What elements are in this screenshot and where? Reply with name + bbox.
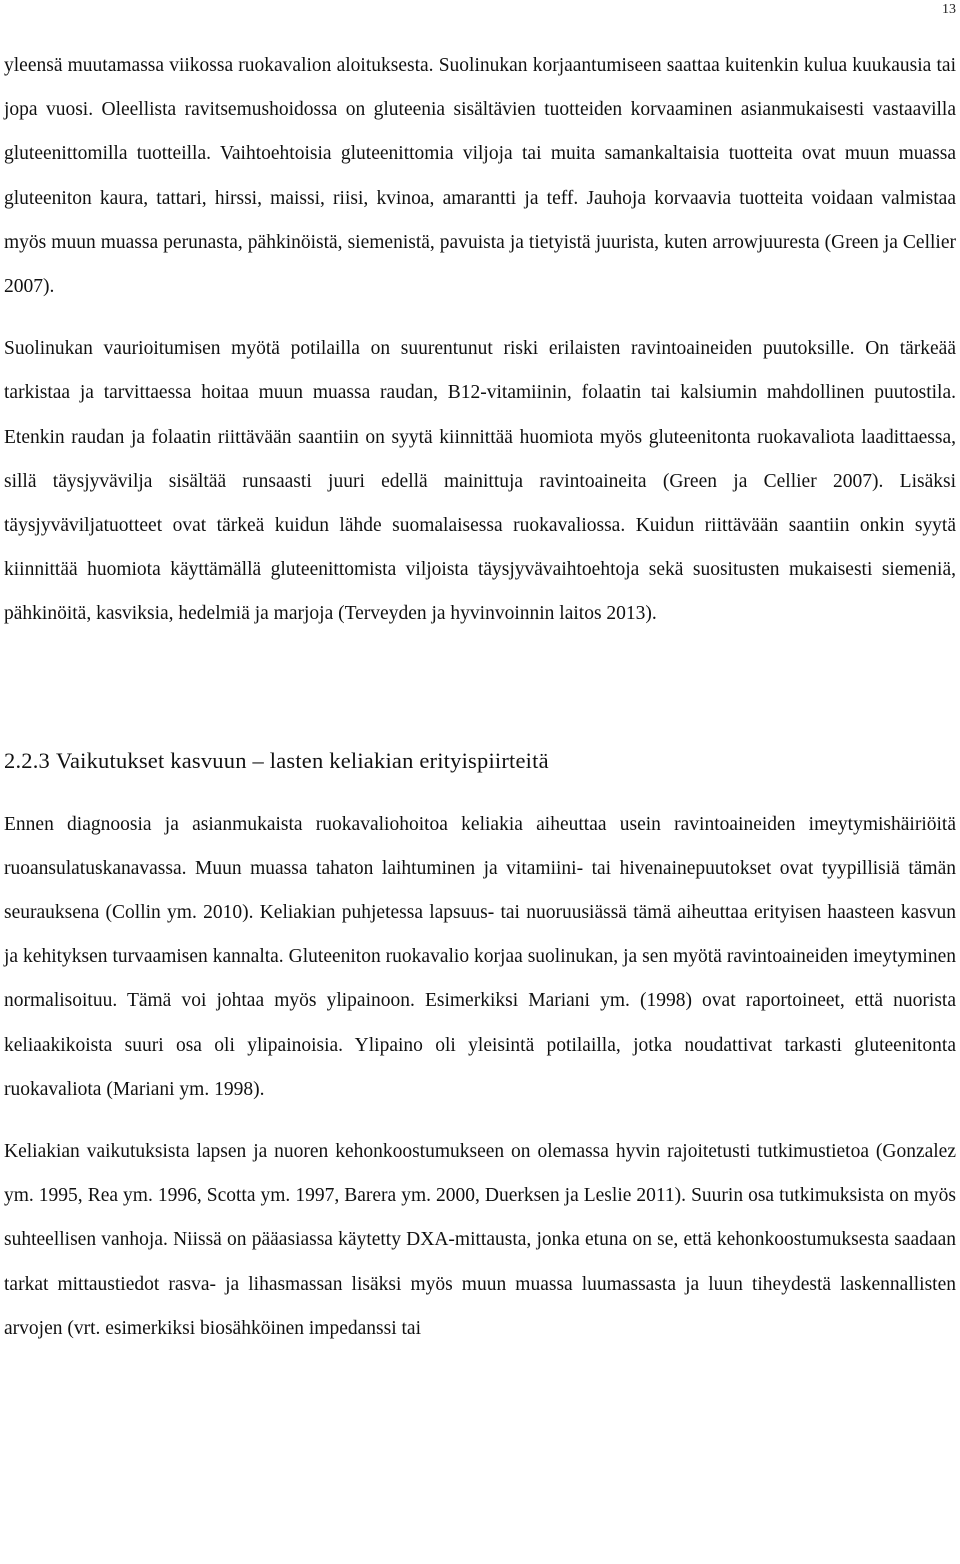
body-paragraph: Keliakian vaikutuksista lapsen ja nuoren kehonkoostumukseen on olemassa hyvin rajoitetusti tutkimustietoa (Gonzalez ym. 1995, Rea ym. 1996, Scotta ym. 1997, Barera ym. 2000, Duerksen ja Leslie 2011). Suurin osa tutkimuksista on myös suhteellisen vanhoja. Niissä on pääasiassa käytetty DXA-mittausta, jonka etuna on se, että kehonkoostumuksesta saadaan tarkat mittaustiedot rasva- ja lihasmassan lisäksi myös muun muassa luumassasta ja luun tiheydestä laskennallisten arvojen (vrt. esimerkiksi biosähköinen impedanssi tai (4, 1141, 956, 1339)
body-paragraph: Suolinukan vaurioitumisen myötä potilailla on suurentunut riski erilaisten ravintoaineiden puutoksille. On tärkeää tarkistaa ja tarvittaessa hoitaa muun muassa raudan, B12-vitamiinin, folaatin tai kalsiumin mahdollinen puutostila. Etenkin raudan ja folaatin riittävään saantiin on syytä kiinnittää huomiota myös gluteenitonta ruokavaliota laadittaessa, sillä täysjyvävilja sisältää runsaasti juuri edellä mainittuja ravintoaineita (Green ja Cellier 2007). Lisäksi täysjyväviljatuotteet ovat tärkeä kuidun lähde suomalaisessa ruokavaliossa. Kuidun riittävään saantiin onkin syytä kiinnittää huomiota käyttämällä gluteenittomista viljoista täysjyvävaihtoehtoja sekä suositusten mukaisesti siemeniä, pähkinöitä, kasviksia, hedelmiä ja marjoja (Terveyden ja hyvinvoinnin laitos 2013). (4, 338, 956, 625)
section-heading (4, 739, 956, 783)
section-title: Vaikutukset kasvuun – lasten keliakian erityispiirteitä (56, 747, 549, 773)
section-spacer (4, 637, 956, 739)
paragraph-spacer (4, 309, 956, 327)
page-number: 13 (942, 2, 956, 17)
document-body (4, 44, 956, 1351)
body-paragraph: yleensä muutamassa viikossa ruokavalion aloituksesta. Suolinukan korjaantumiseen saattaa kuitenkin kulua kuukausia tai jopa vuosi. Oleellista ravitsemushoidossa on gluteenia sisältävien tuotteiden korvaaminen asianmukaisesti vastaavilla gluteenittomilla tuotteilla. Vaihtoehtoisia gluteenittomia viljoja tai muita samankaltaisia tuotteita ovat muun muassa gluteeniton kaura, tattari, hirssi, maissi, riisi, kvinoa, amarantti ja teff. Jauhoja korvaavia tuotteita voidaan valmistaa myös muun muassa perunasta, pähkinöistä, siemenistä, pavuista ja tietyistä juurista, kuten arrowjuuresta (Green ja Cellier 2007). (4, 55, 956, 298)
section-number: 2.2.3 (4, 747, 50, 773)
paragraph-spacer (4, 1112, 956, 1130)
body-paragraph: Ennen diagnoosia ja asianmukaista ruokavaliohoitoa keliakia aiheuttaa usein ravintoaineiden imeytymishäiriöitä ruoansulatuskanavassa. Muun muassa tahaton laihtuminen ja vitamiini- tai hivenainepuutokset ovat tyypillisiä tämän seurauksena (Collin ym. 2010). Keliakian puhjetessa lapsuus- tai nuoruusiässä tämä aiheuttaa erityisen haasteen kasvun ja kehityksen turvaamisen kannalta. Gluteeniton ruokavalio korjaa suolinukan, ja sen myötä ravintoaineiden imeytyminen normalisoituu. Tämä voi johtaa myös ylipainoon. Esimerkiksi Mariani ym. (1998) ovat raportoineet, että nuorista keliaakikoista suuri osa oli ylipainoisia. Ylipaino oli yleisintä potilailla, jotka noudattivat tarkasti gluteenitonta ruokavaliota (Mariani ym. 1998). (4, 813, 956, 1100)
section-spacer (4, 783, 956, 803)
